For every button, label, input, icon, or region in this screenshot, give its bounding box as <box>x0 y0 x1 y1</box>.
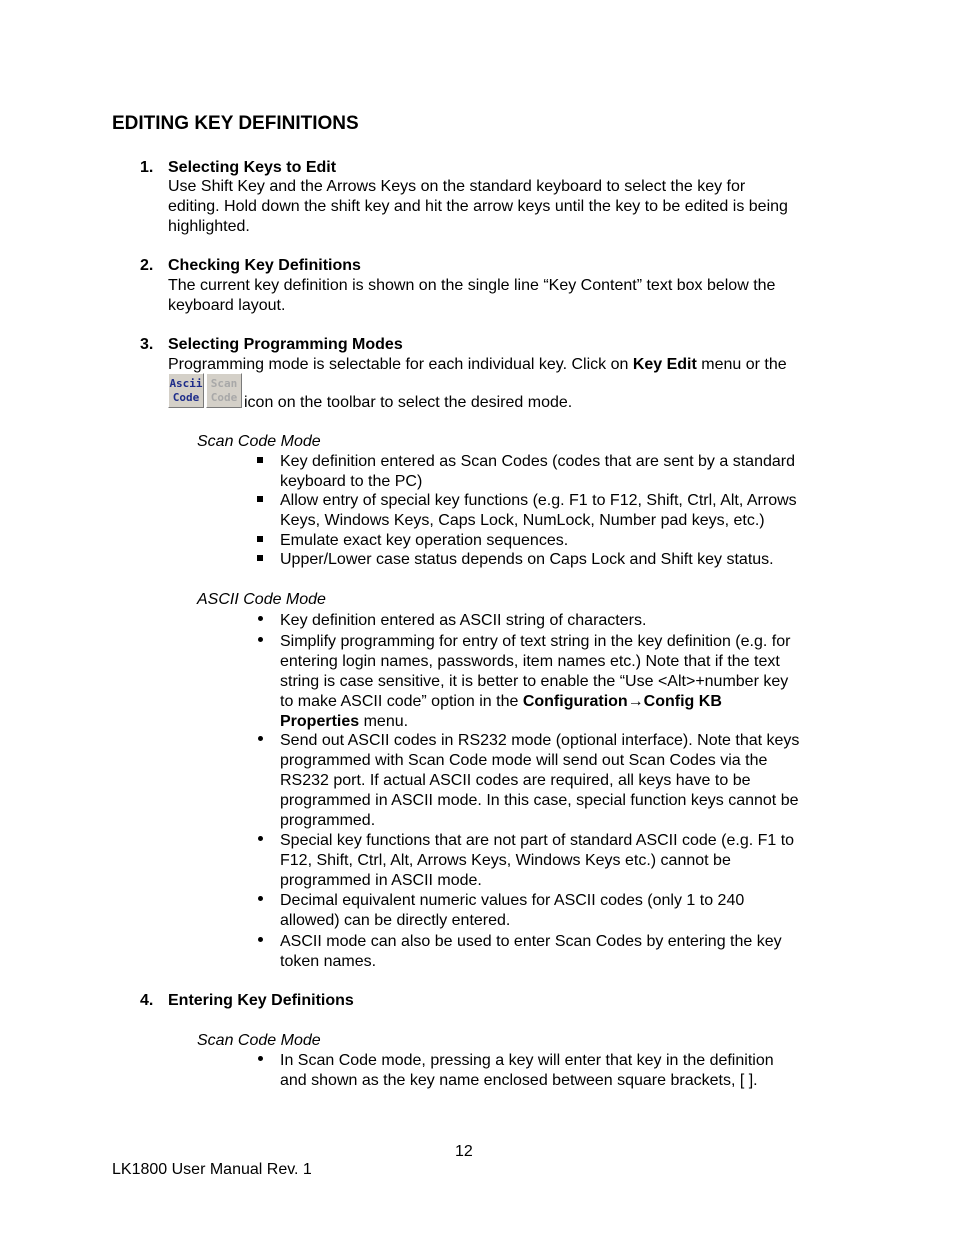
list-item: Send out ASCII codes in RS232 mode (optional interface). Note that keys programmed with Scan Code mode will send out Scan Codes via the RS232 port. If actual ASCII codes are required, all keys have to be programmed in ASCII mode. In this case, special function keys cannot be programmed. <box>280 732 800 829</box>
text-line: highlighted. <box>168 218 250 235</box>
square-bullet-icon <box>253 452 267 472</box>
list-item: Decimal equivalent numeric values for ASCII codes (only 1 to 240 allowed) can be directly entered. <box>280 892 745 929</box>
section-2-number: 2. <box>140 257 154 274</box>
text-line: keyboard layout. <box>168 297 286 314</box>
entering-scan-code-mode-label: Scan Code Mode <box>197 1032 321 1049</box>
page-heading: EDITING KEY DEFINITIONS <box>112 113 359 134</box>
bullet-icon <box>253 632 267 652</box>
list-item: Key definition entered as ASCII string of characters. <box>280 612 647 629</box>
section-3-body-line1: Programming mode is selectable for each individual key. Click on Key Edit menu or the <box>168 356 787 373</box>
bullet-icon <box>253 891 267 911</box>
section-1-number: 1. <box>140 159 154 176</box>
section-3-title: Selecting Programming Modes <box>168 336 403 353</box>
properties-menu-ref: Properties <box>280 713 360 730</box>
list-item: Simplify programming for entry of text string in the key definition (e.g. for entering login names, passwords, item names etc.) Note that if the text string is case sensitive, it is better to enable the “Use <Alt>+number key to make ASCII code” option in the Configuration→Config KB Properties menu. <box>280 633 791 730</box>
list-item: ASCII mode can also be used to enter Scan Codes by entering the key token names. <box>280 933 782 970</box>
list-item: Key definition entered as Scan Codes (codes that are sent by a standard keyboard to the PC) <box>280 453 795 490</box>
square-bullet-icon <box>253 550 267 570</box>
section-3-number: 3. <box>140 336 154 353</box>
section-1-title: Selecting Keys to Edit <box>168 159 337 176</box>
text-line: Use Shift Key and the Arrows Keys on the standard keyboard to select the key for <box>168 178 746 195</box>
section-2-title: Checking Key Definitions <box>168 257 361 274</box>
text-line: editing. Hold down the shift key and hit the arrow keys until the key to be edited is being <box>168 198 788 215</box>
section-3-body-line2: icon on the toolbar to select the desired mode. <box>244 394 573 411</box>
section-4-title: Entering Key Definitions <box>168 992 354 1009</box>
ascii-code-mode-label: ASCII Code Mode <box>197 591 326 608</box>
text-line: The current key definition is shown on the single line “Key Content” text box below the <box>168 277 776 294</box>
list-item: Allow entry of special key functions (e.g. F1 to F12, Shift, Ctrl, Alt, Arrows Keys, Windows Keys, Caps Lock, NumLock, Number pad keys, etc.) <box>280 492 797 529</box>
list-item: Special key functions that are not part of standard ASCII code (e.g. F1 to F12, Shift, Ctrl, Alt, Arrows Keys, Windows Keys etc.) cannot be programmed in ASCII mode. <box>280 832 795 889</box>
list-item: In Scan Code mode, pressing a key will enter that key in the definition and shown as the key name enclosed between square brackets, [ ]. <box>280 1052 774 1089</box>
document-title-footer: LK1800 User Manual Rev. 1 <box>112 1161 312 1178</box>
scan-code-icon: Scan Code <box>206 373 242 408</box>
section-2-body <box>168 276 848 316</box>
bullet-icon <box>253 932 267 952</box>
square-bullet-icon <box>253 491 267 511</box>
list-item: Emulate exact key operation sequences. <box>280 532 569 549</box>
scan-code-mode-label: Scan Code Mode <box>197 433 321 450</box>
page-number: 12 <box>455 1143 473 1160</box>
section-1-body <box>168 177 848 237</box>
toolbar-mode-icons <box>168 373 246 410</box>
list-item: Upper/Lower case status depends on Caps Lock and Shift key status. <box>280 551 774 568</box>
square-bullet-icon <box>253 531 267 551</box>
key-edit-menu-ref: Key Edit <box>632 356 697 373</box>
bullet-icon <box>253 1051 267 1071</box>
bullet-icon <box>253 611 267 631</box>
ascii-code-icon: Ascii Code <box>168 373 204 408</box>
section-4-number: 4. <box>140 992 154 1009</box>
bullet-icon <box>253 731 267 751</box>
bullet-icon <box>253 831 267 851</box>
config-menu-ref: Configuration→Config KB <box>522 693 722 710</box>
